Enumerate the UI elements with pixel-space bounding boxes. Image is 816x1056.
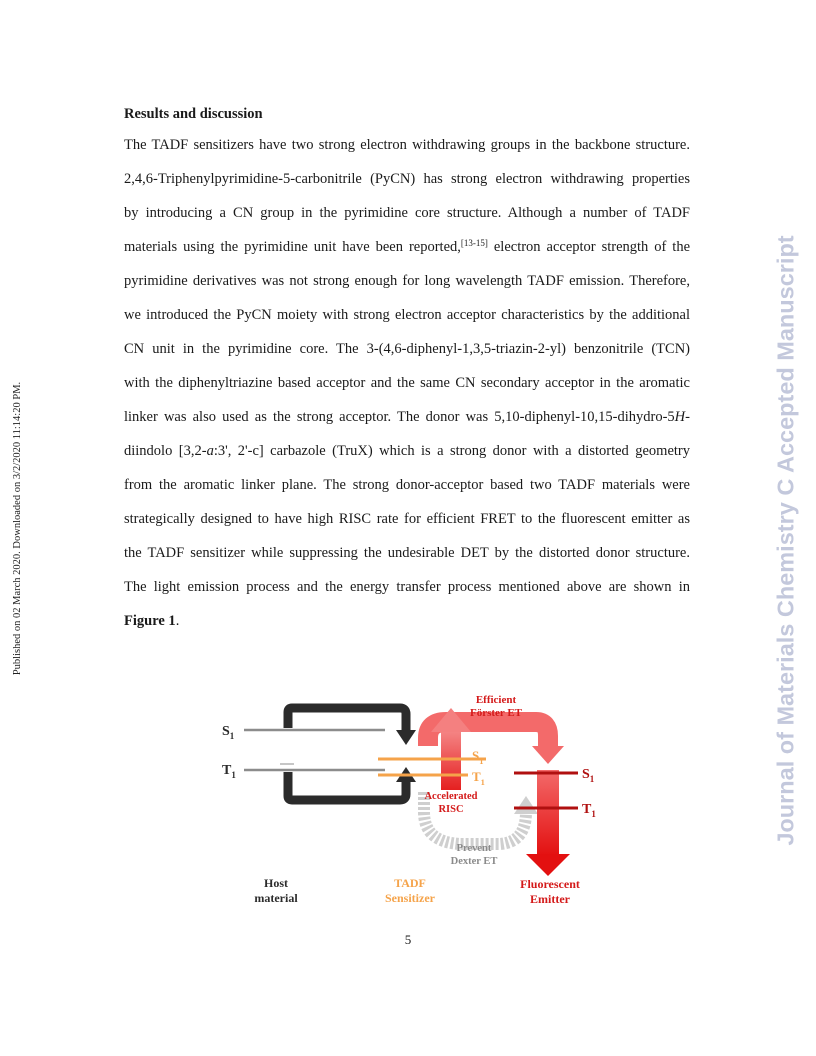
emitter-label: Emitter <box>530 892 570 906</box>
italic-segment: a <box>206 443 214 459</box>
text-line: strategically designed to have high RISC rate for efficient FRET to the fluorescent emitter as <box>124 511 690 527</box>
tadf-t1-label <box>472 769 485 787</box>
emitter-t1-sub: 1 <box>591 809 596 819</box>
publication-side-note <box>11 0 25 1056</box>
text-line: we introduced the PyCN moiety with strong electron acceptor characteristics by the additional <box>124 307 690 323</box>
citation-reference: [13-15] <box>460 238 488 248</box>
host-singlet-transfer-arrow <box>288 708 406 732</box>
text-line: CN unit in the pyrimidine core. The 3-(4,6-diphenyl-1,3,5-triazin-2-yl) benzonitrile (TCN) <box>124 341 690 357</box>
tadf-s1-label <box>472 748 483 766</box>
text-line <box>124 440 690 474</box>
emitter-t1-main: T <box>582 802 592 817</box>
energy-transfer-diagram <box>180 688 610 920</box>
dexter-et-label: Dexter ET <box>450 856 498 867</box>
accelerated-label: Accelerated <box>424 791 478 802</box>
host-singlet-arrow-head <box>396 730 416 745</box>
text-line <box>124 236 690 270</box>
text-line: The light emission process and the energy transfer process mentioned above are shown in <box>124 579 690 595</box>
forster-et-label: Förster ET <box>469 707 523 719</box>
host-s1-main: S <box>222 724 230 739</box>
sensitizer-label: Sensitizer <box>385 891 435 905</box>
emission-arrow-shaft <box>537 770 559 856</box>
tadf-label: TADF <box>394 876 426 890</box>
text-line: from the aromatic linker plane. The strong donor-acceptor based two TADF materials were <box>124 477 690 493</box>
figure-reference: Figure 1 <box>124 613 176 629</box>
figure-1 <box>180 688 610 925</box>
dexter-arrow-head <box>514 796 538 814</box>
host-t1-main: T <box>222 763 232 778</box>
emitter-s1-sub: 1 <box>589 774 595 784</box>
text-segment: materials using the pyrimidine unit have been reported, <box>124 239 461 255</box>
emitter-t1-label <box>582 802 596 819</box>
text-segment: linker was also used as the strong acceptor. The donor was 5,10-diphenyl-10,15-dihydro-5 <box>124 409 675 425</box>
emission-arrow-head <box>526 854 570 876</box>
host-t1-label <box>222 763 236 780</box>
text-segment: diindolo [3,2- <box>124 443 207 459</box>
text-line <box>124 406 690 440</box>
text-line: The TADF sensitizers have two strong electron withdrawing groups in the backbone structure. <box>124 137 690 153</box>
fluorescent-label: Fluorescent <box>520 877 580 891</box>
risc-label: RISC <box>438 804 464 815</box>
text-segment: - <box>685 409 690 425</box>
host-material-label: material <box>254 891 298 905</box>
text-segment: :3', 2'-c] carbazole (TruX) which is a strong donor with a distorted geometry <box>213 443 690 459</box>
tadf-t1-main: T <box>472 769 481 784</box>
tadf-t1-sub: 1 <box>480 777 485 787</box>
text-segment: electron acceptor strength of the <box>487 239 691 255</box>
text-segment: . <box>175 613 180 629</box>
journal-watermark-text: Journal of Materials Chemistry C Accepted Manuscript <box>772 235 799 846</box>
journal-watermark <box>766 0 806 1056</box>
text-line: by introducing a CN group in the pyrimidine core structure. Although a number of TADF <box>124 205 690 221</box>
section-heading: Results and discussion <box>124 106 263 122</box>
prevent-label: Prevent <box>456 843 492 854</box>
publication-date-text: Published on 02 March 2020. Downloaded on 3/2/2020 11:14:20 PM. <box>12 381 24 675</box>
text-line: pyrimidine derivatives was not strong enough for long wavelength TADF emission. Therefore, <box>124 273 690 289</box>
forster-arrow-head <box>532 746 564 764</box>
text-line: 2,4,6-Triphenylpyrimidine-5-carbonitrile (PyCN) has strong electron withdrawing properties <box>124 171 690 187</box>
tadf-s1-main: S <box>472 748 480 763</box>
host-s1-sub: 1 <box>229 731 235 741</box>
body-paragraph <box>124 134 690 644</box>
text-line <box>124 610 690 644</box>
emitter-s1-main: S <box>582 767 590 782</box>
italic-segment: H <box>674 409 686 425</box>
text-line: with the diphenyltriazine based acceptor and the same CN secondary acceptor in the aromatic <box>124 375 690 391</box>
host-t1-sub: 1 <box>231 770 236 780</box>
text-line: the TADF sensitizer while suppressing the undesirable DET by the distorted donor structure. <box>124 545 690 561</box>
emitter-s1-label <box>582 767 595 784</box>
page-number: 5 <box>404 932 412 947</box>
efficient-label: Efficient <box>475 694 517 706</box>
tadf-s1-sub: 1 <box>479 756 484 766</box>
host-label: Host <box>264 876 288 890</box>
host-s1-label <box>222 724 235 741</box>
